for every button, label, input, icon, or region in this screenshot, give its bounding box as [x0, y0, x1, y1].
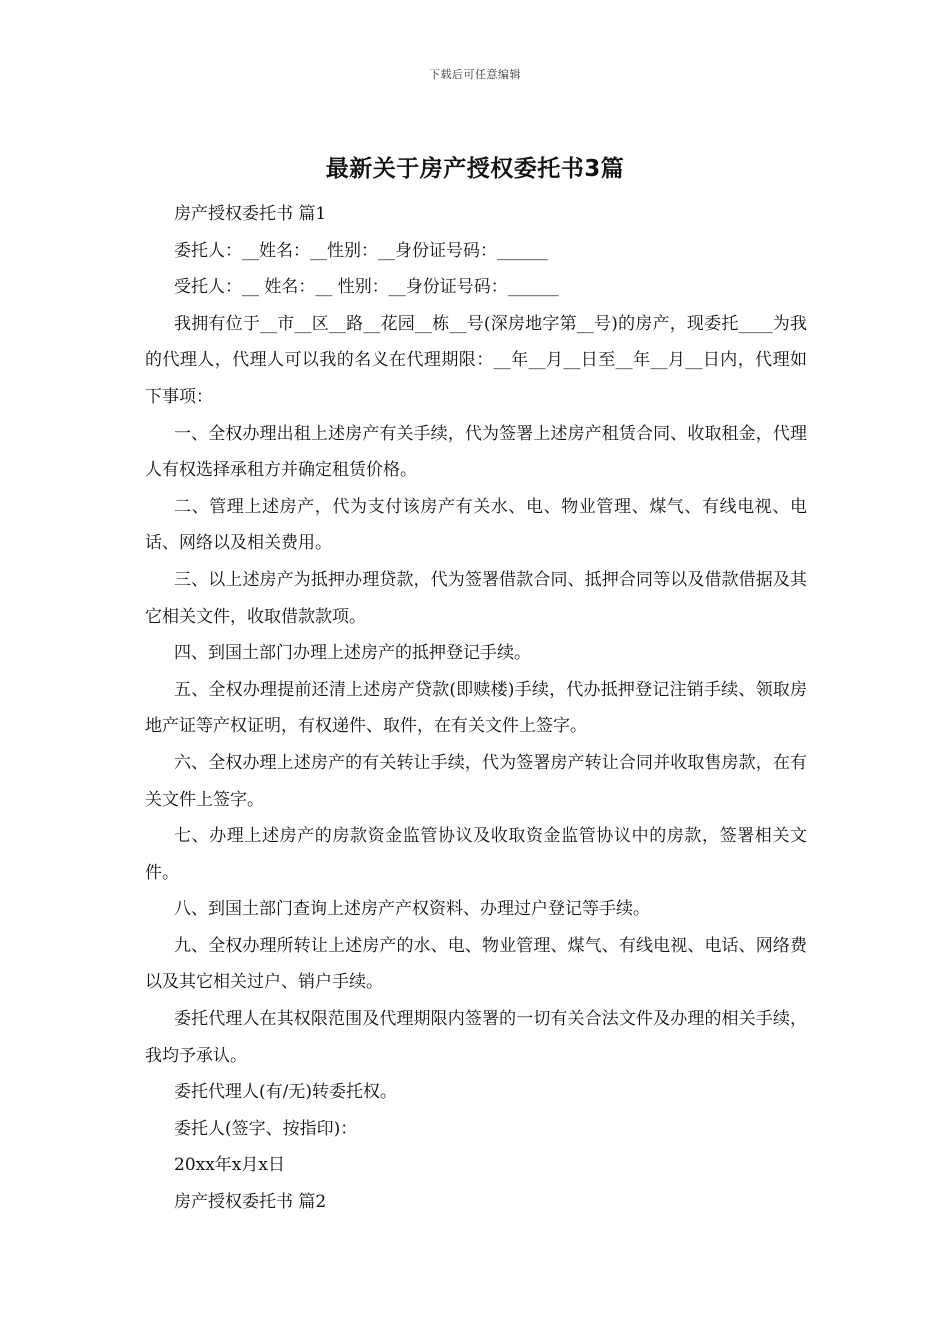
clause-6: 六、全权办理上述房产的有关转让手续，代为签署房产转让合同并收取售房款，在有关文件上签字。: [145, 752, 807, 810]
clause-5: 五、全权办理提前还清上述房产贷款(即赎楼)手续，代办抵押登记注销手续、领取房地产证等产权证明，有权递件、取件，在有关文件上签字。: [145, 679, 807, 737]
clause-1: 一、全权办理出租上述房产有关手续，代为签署上述房产租赁合同、收取租金，代理人有权选择承租方并确定租赁价格。: [145, 423, 807, 481]
section-heading: 房产授权委托书 篇1: [174, 204, 327, 224]
clause-2: 二、管理上述房产，代为支付该房产有关水、电、物业管理、煤气、有线电视、电话、网络以及相关费用。: [145, 496, 807, 554]
signature-line: 委托人(签字、按指印)：: [174, 1118, 358, 1139]
clause-4: 四、到国土部门办理上述房产的抵押登记手续。: [174, 643, 531, 664]
document-body: [145, 196, 807, 1221]
acknowledgement-paragraph: 委托代理人在其权限范围及代理期限内签署的一切有关合法文件及办理的相关手续，我均予承认。: [145, 1009, 807, 1066]
page-header-note: 下载后可任意编辑: [429, 68, 521, 81]
date-line: 20xx年x月x日: [174, 1155, 285, 1176]
clause-7: 七、办理上述房产的房款资金监管协议及收取资金监管协议中的房款，签署相关文件。: [145, 826, 807, 883]
sub-delegation-line: 委托代理人(有/无)转委托权。: [174, 1082, 397, 1103]
clause-9: 九、全权办理所转让上述房产的水、电、物业管理、煤气、有线电视、电话、网络费以及其它相关过户、销户手续。: [145, 935, 807, 993]
property-statement: 我拥有位于__市__区__路__花园__栋__号(深房地字第__号)的房产，现委托____为我的代理人，代理人可以我的名义在代理期限：__年__月__日至__年__月__日内，代理如下事项：: [145, 313, 807, 407]
section-heading: 房产授权委托书 篇2: [174, 1192, 327, 1213]
clause-3: 三、以上述房产为抵押办理贷款，代为签署借款合同、抵押合同等以及借款借据及其它相关文件，收取借款款项。: [145, 569, 807, 627]
agent-info-line: 受托人：__ 姓名：__ 性别：__身份证号码：______: [174, 277, 559, 298]
principal-info-line: 委托人：__姓名：__性别：__身份证号码：______: [174, 240, 548, 261]
document-title: 最新关于房产授权委托书3篇: [325, 156, 625, 182]
clause-8: 八、到国土部门查询上述房产产权资料、办理过户登记等手续。: [174, 899, 650, 920]
